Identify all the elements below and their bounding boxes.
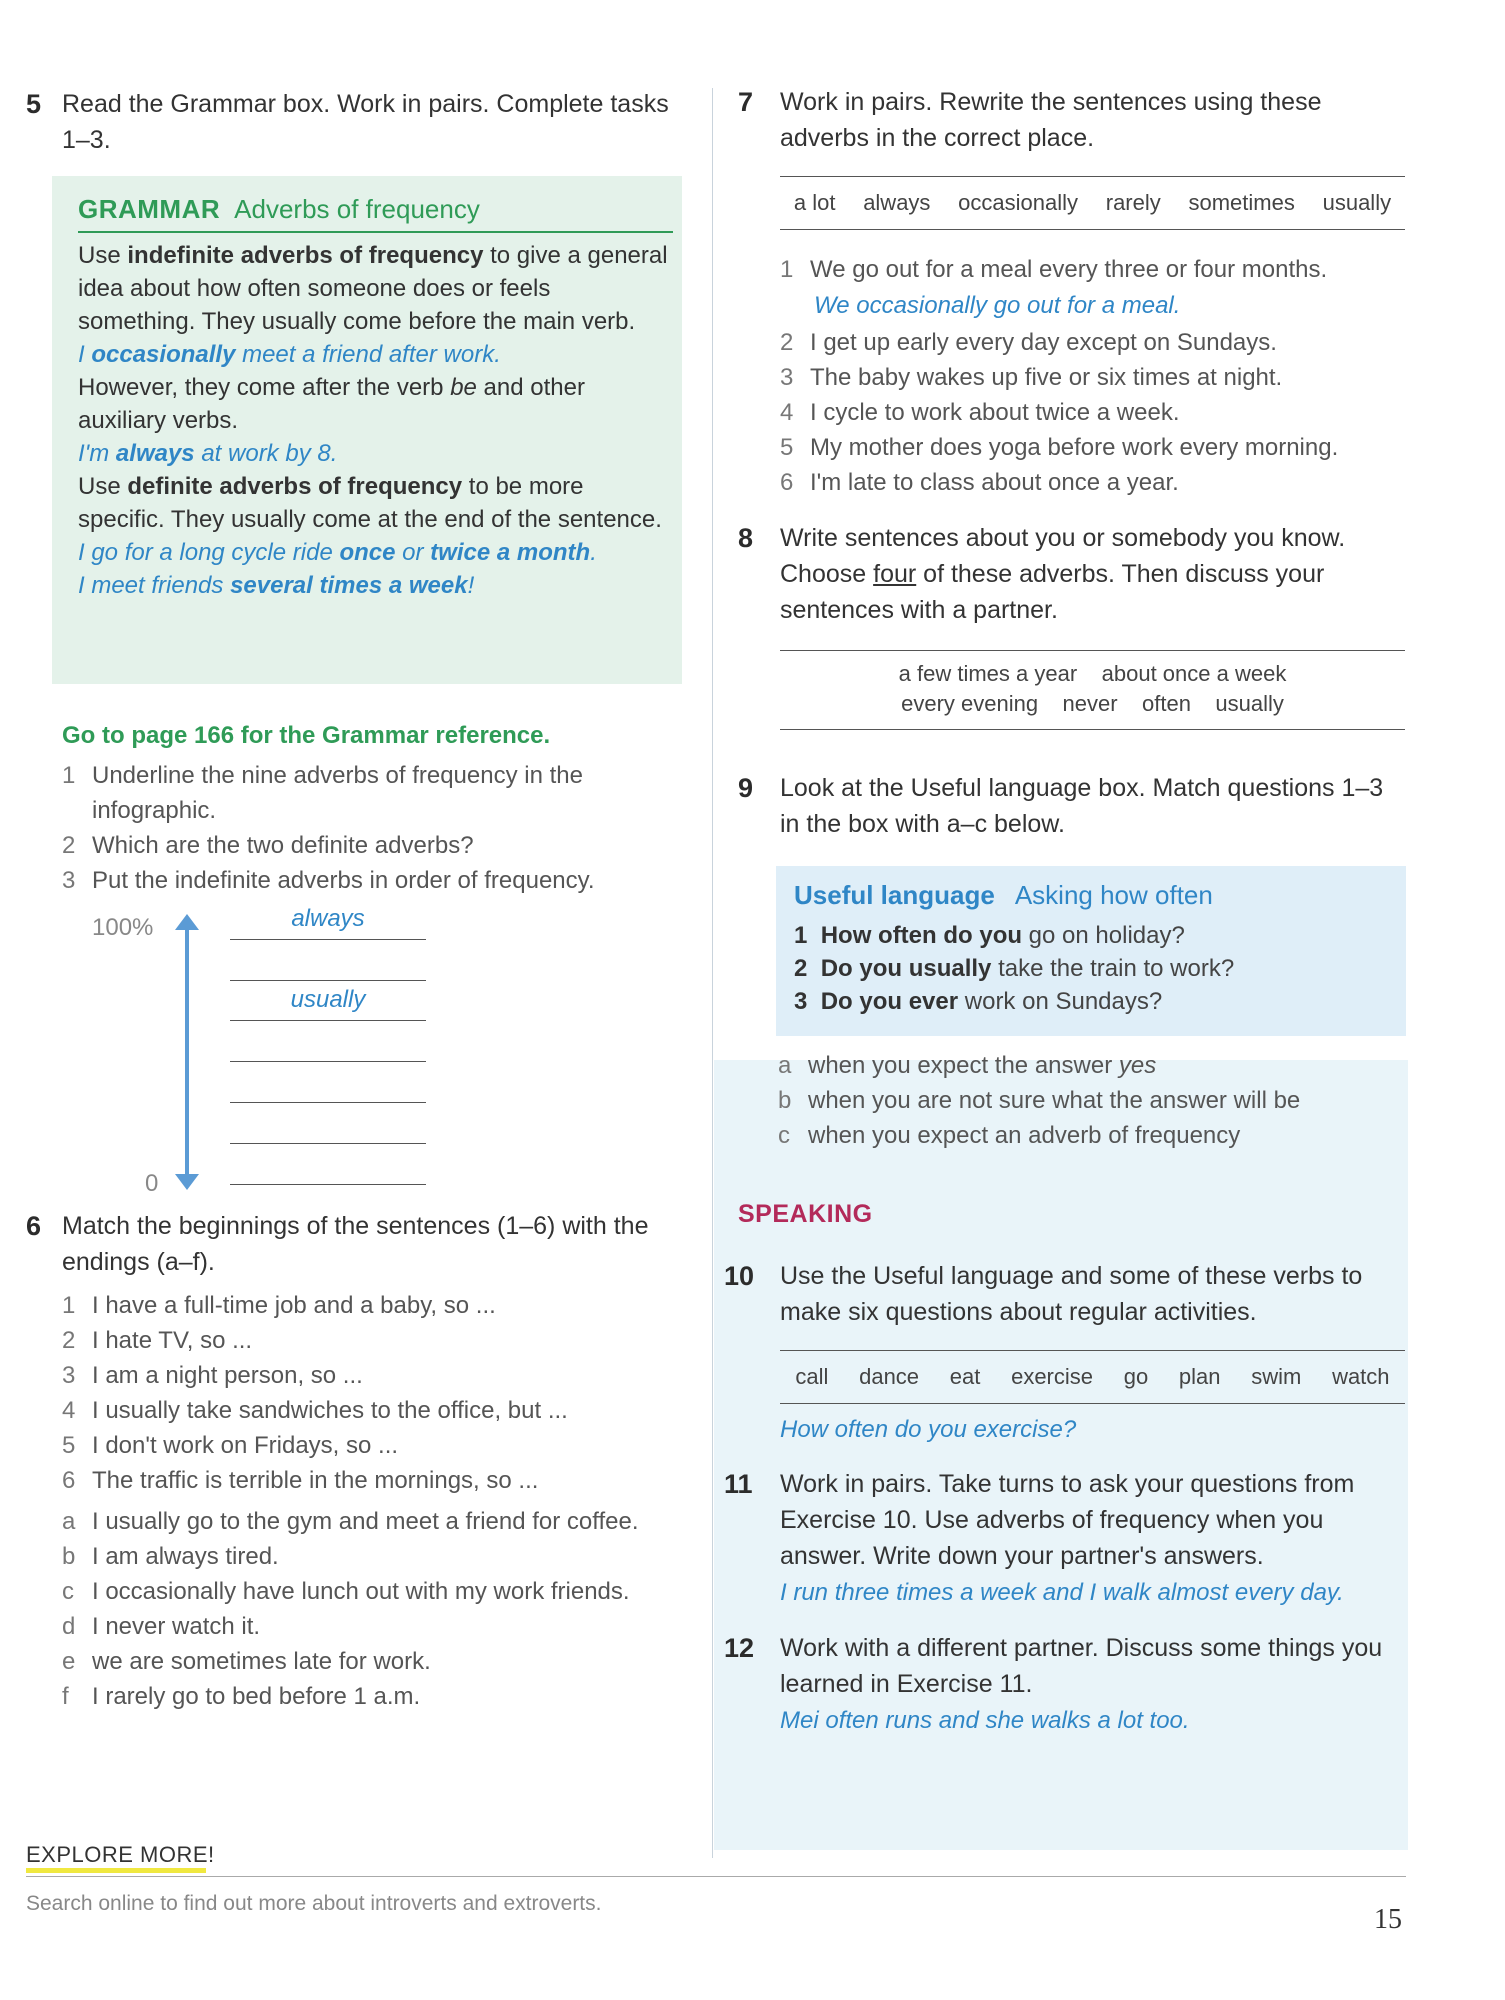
scale-top-label: 100% xyxy=(92,914,154,941)
grammar-paragraph: However, they come after the verb be and other auxiliary verbs. xyxy=(78,374,585,434)
list-item: 3 Put the indefinite adverbs in order of frequency. xyxy=(62,867,595,894)
exercise-7 xyxy=(738,84,1408,156)
exercise-instruction: Work with a different partner. Discuss some things you learned in Exercise 11. xyxy=(780,1634,1383,1698)
scale-bottom-label: 0 xyxy=(145,1170,159,1197)
exercise-number: 9 xyxy=(738,773,754,803)
grammar-paragraph: Use definite adverbs of frequency to be more specific. They usually come at the end of the sentence. xyxy=(78,473,662,533)
grammar-topic: Adverbs of frequency xyxy=(234,194,480,224)
exercise-instruction: Match the beginnings of the sentences (1–6) with the endings (a–f). xyxy=(62,1212,649,1276)
word-option: occasionally xyxy=(958,190,1079,215)
word-option: call xyxy=(795,1364,829,1389)
exercise-number: 11 xyxy=(724,1469,753,1499)
exercise-instruction: Write sentences about you or somebody you know. Choose four of these adverbs. Then discuss your sentences with a partner. xyxy=(780,524,1346,624)
grammar-example: I go for a long cycle ride once or twice a month. xyxy=(78,539,597,566)
list-item: 1 We go out for a meal every three or four months. xyxy=(780,256,1328,283)
explore-more xyxy=(26,1842,215,1873)
list-item: 4 I usually take sandwiches to the office, but ... xyxy=(62,1397,568,1424)
list-item: 6 The traffic is terrible in the mornings, so ... xyxy=(62,1467,539,1494)
word-option: always xyxy=(863,190,931,215)
exercise-number: 10 xyxy=(724,1261,755,1291)
grammar-reference-link[interactable]: Go to page 166 for the Grammar reference. xyxy=(62,722,551,749)
word-option: exercise xyxy=(1011,1364,1093,1389)
footer-divider xyxy=(26,1876,1406,1877)
list-item: 2 Which are the two definite adverbs? xyxy=(62,832,474,859)
list-item: a I usually go to the gym and meet a friend for coffee. xyxy=(62,1508,639,1535)
exercise-number: 8 xyxy=(738,523,754,553)
list-item: d I never watch it. xyxy=(62,1613,261,1640)
example-answer: How often do you exercise? xyxy=(780,1416,1077,1443)
word-option: never xyxy=(1062,691,1118,716)
answer-line xyxy=(230,1061,426,1062)
scale-answer-3: usually xyxy=(290,986,366,1013)
grammar-paragraph: Use indefinite adverbs of frequency to give a general idea about how often someone does or feels something. They usually come before the main verb. xyxy=(78,242,668,335)
answer-line xyxy=(230,1143,426,1144)
grammar-label: GRAMMAR xyxy=(78,194,221,224)
list-item: 2 I hate TV, so ... xyxy=(62,1327,253,1354)
exercise-number: 7 xyxy=(738,87,754,117)
list-item: b when you are not sure what the answer will be xyxy=(778,1087,1301,1114)
exercise-10 xyxy=(724,1258,1408,1330)
useful-question: 3 Do you ever work on Sundays? xyxy=(794,988,1163,1015)
grammar-body xyxy=(78,239,673,602)
exercise-number: 5 xyxy=(26,89,42,119)
highlight-bar xyxy=(26,1868,206,1873)
word-option: a few times a year xyxy=(898,661,1078,686)
exercise-instruction: Read the Grammar box. Work in pairs. Complete tasks 1–3. xyxy=(62,90,669,154)
useful-language-box xyxy=(776,866,1406,1036)
word-option: rarely xyxy=(1105,190,1161,215)
list-item: 3 I am a night person, so ... xyxy=(62,1362,363,1389)
exercise-5-tasks xyxy=(62,718,682,898)
list-item: c I occasionally have lunch out with my work friends. xyxy=(62,1578,630,1605)
list-item: b I am always tired. xyxy=(62,1543,279,1570)
exercise-instruction: Work in pairs. Take turns to ask your questions from Exercise 10. Use adverbs of frequency when you answer. Write down your partner's answers. xyxy=(780,1470,1355,1570)
useful-question: 1 How often do you go on holiday? xyxy=(794,922,1185,949)
column-divider xyxy=(712,88,713,1858)
list-item: 1 I have a full-time job and a baby, so ... xyxy=(62,1292,496,1319)
word-option: eat xyxy=(949,1364,981,1389)
useful-question: 2 Do you usually take the train to work? xyxy=(794,955,1235,982)
answer-line xyxy=(230,1020,426,1021)
list-item: e we are sometimes late for work. xyxy=(62,1648,431,1675)
word-box-ex10 xyxy=(780,1350,1405,1404)
grammar-title xyxy=(78,194,673,233)
exercise-12 xyxy=(724,1630,1408,1740)
word-option: every evening xyxy=(901,691,1039,716)
list-item: a when you expect the answer yes xyxy=(778,1052,1157,1079)
answer-line xyxy=(230,1102,426,1103)
answer-line xyxy=(230,980,426,981)
word-option: about once a week xyxy=(1101,661,1287,686)
grammar-example: I meet friends several times a week! xyxy=(78,572,475,599)
example-answer: Mei often runs and she walks a lot too. xyxy=(780,1707,1190,1734)
exercise-number: 6 xyxy=(26,1211,42,1241)
list-item: f I rarely go to bed before 1 a.m. xyxy=(62,1683,421,1710)
list-item: 2 I get up early every day except on Sundays. xyxy=(780,329,1277,356)
grammar-example: I occasionally meet a friend after work. xyxy=(78,341,501,368)
exercise-11 xyxy=(724,1466,1408,1612)
list-item: 4 I cycle to work about twice a week. xyxy=(780,399,1180,426)
exercise-7-items xyxy=(780,252,1410,500)
exercise-number: 12 xyxy=(724,1633,755,1663)
exercise-8 xyxy=(738,520,1408,628)
exercise-6 xyxy=(26,1208,696,1714)
word-option: usually xyxy=(1322,190,1392,215)
answer-line xyxy=(230,939,426,940)
list-item: 6 I'm late to class about once a year. xyxy=(780,469,1179,496)
word-box-ex7 xyxy=(780,176,1405,230)
exercise-instruction: Look at the Useful language box. Match questions 1–3 in the box with a–c below. xyxy=(780,774,1384,838)
example-answer: I run three times a week and I walk almost every day. xyxy=(780,1579,1344,1606)
list-item: 5 I don't work on Fridays, so ... xyxy=(62,1432,399,1459)
word-option: dance xyxy=(859,1364,920,1389)
example-answer: We occasionally go out for a meal. xyxy=(814,292,1181,319)
scale-arrow xyxy=(172,912,202,1192)
page-number: 15 xyxy=(1374,1904,1402,1935)
answer-line xyxy=(230,1184,426,1185)
useful-language-title: Useful language Asking how often xyxy=(794,880,1213,910)
speaking-heading: SPEAKING xyxy=(738,1200,873,1228)
exercise-instruction: Work in pairs. Rewrite the sentences using these adverbs in the correct place. xyxy=(780,88,1322,152)
scale-answer-1: always xyxy=(291,905,365,932)
word-option: plan xyxy=(1178,1364,1221,1389)
exercise-9 xyxy=(738,770,1408,842)
word-option: often xyxy=(1142,691,1191,716)
word-option: go xyxy=(1123,1364,1149,1389)
grammar-box xyxy=(52,176,682,684)
word-option: a lot xyxy=(793,190,836,215)
exercise-instruction: Use the Useful language and some of these verbs to make six questions about regular activities. xyxy=(780,1262,1363,1326)
list-item: c when you expect an adverb of frequency xyxy=(778,1122,1241,1149)
exercise-5 xyxy=(26,86,686,158)
explore-more-heading: EXPLORE MORE! xyxy=(26,1842,215,1867)
exercise-9-options xyxy=(778,1048,1408,1153)
word-option: swim xyxy=(1251,1364,1302,1389)
explore-more-text: Search online to find out more about introverts and extroverts. xyxy=(26,1892,602,1915)
grammar-example: I'm always at work by 8. xyxy=(78,440,338,467)
list-item: 1 Underline the nine adverbs of frequency in the infographic. xyxy=(62,762,583,824)
list-item: 3 The baby wakes up five or six times at night. xyxy=(780,364,1283,391)
word-option: sometimes xyxy=(1188,190,1295,215)
list-item: 5 My mother does yoga before work every morning. xyxy=(780,434,1339,461)
word-option: watch xyxy=(1332,1364,1390,1389)
word-box-ex8 xyxy=(780,650,1405,730)
word-option: usually xyxy=(1215,691,1284,716)
